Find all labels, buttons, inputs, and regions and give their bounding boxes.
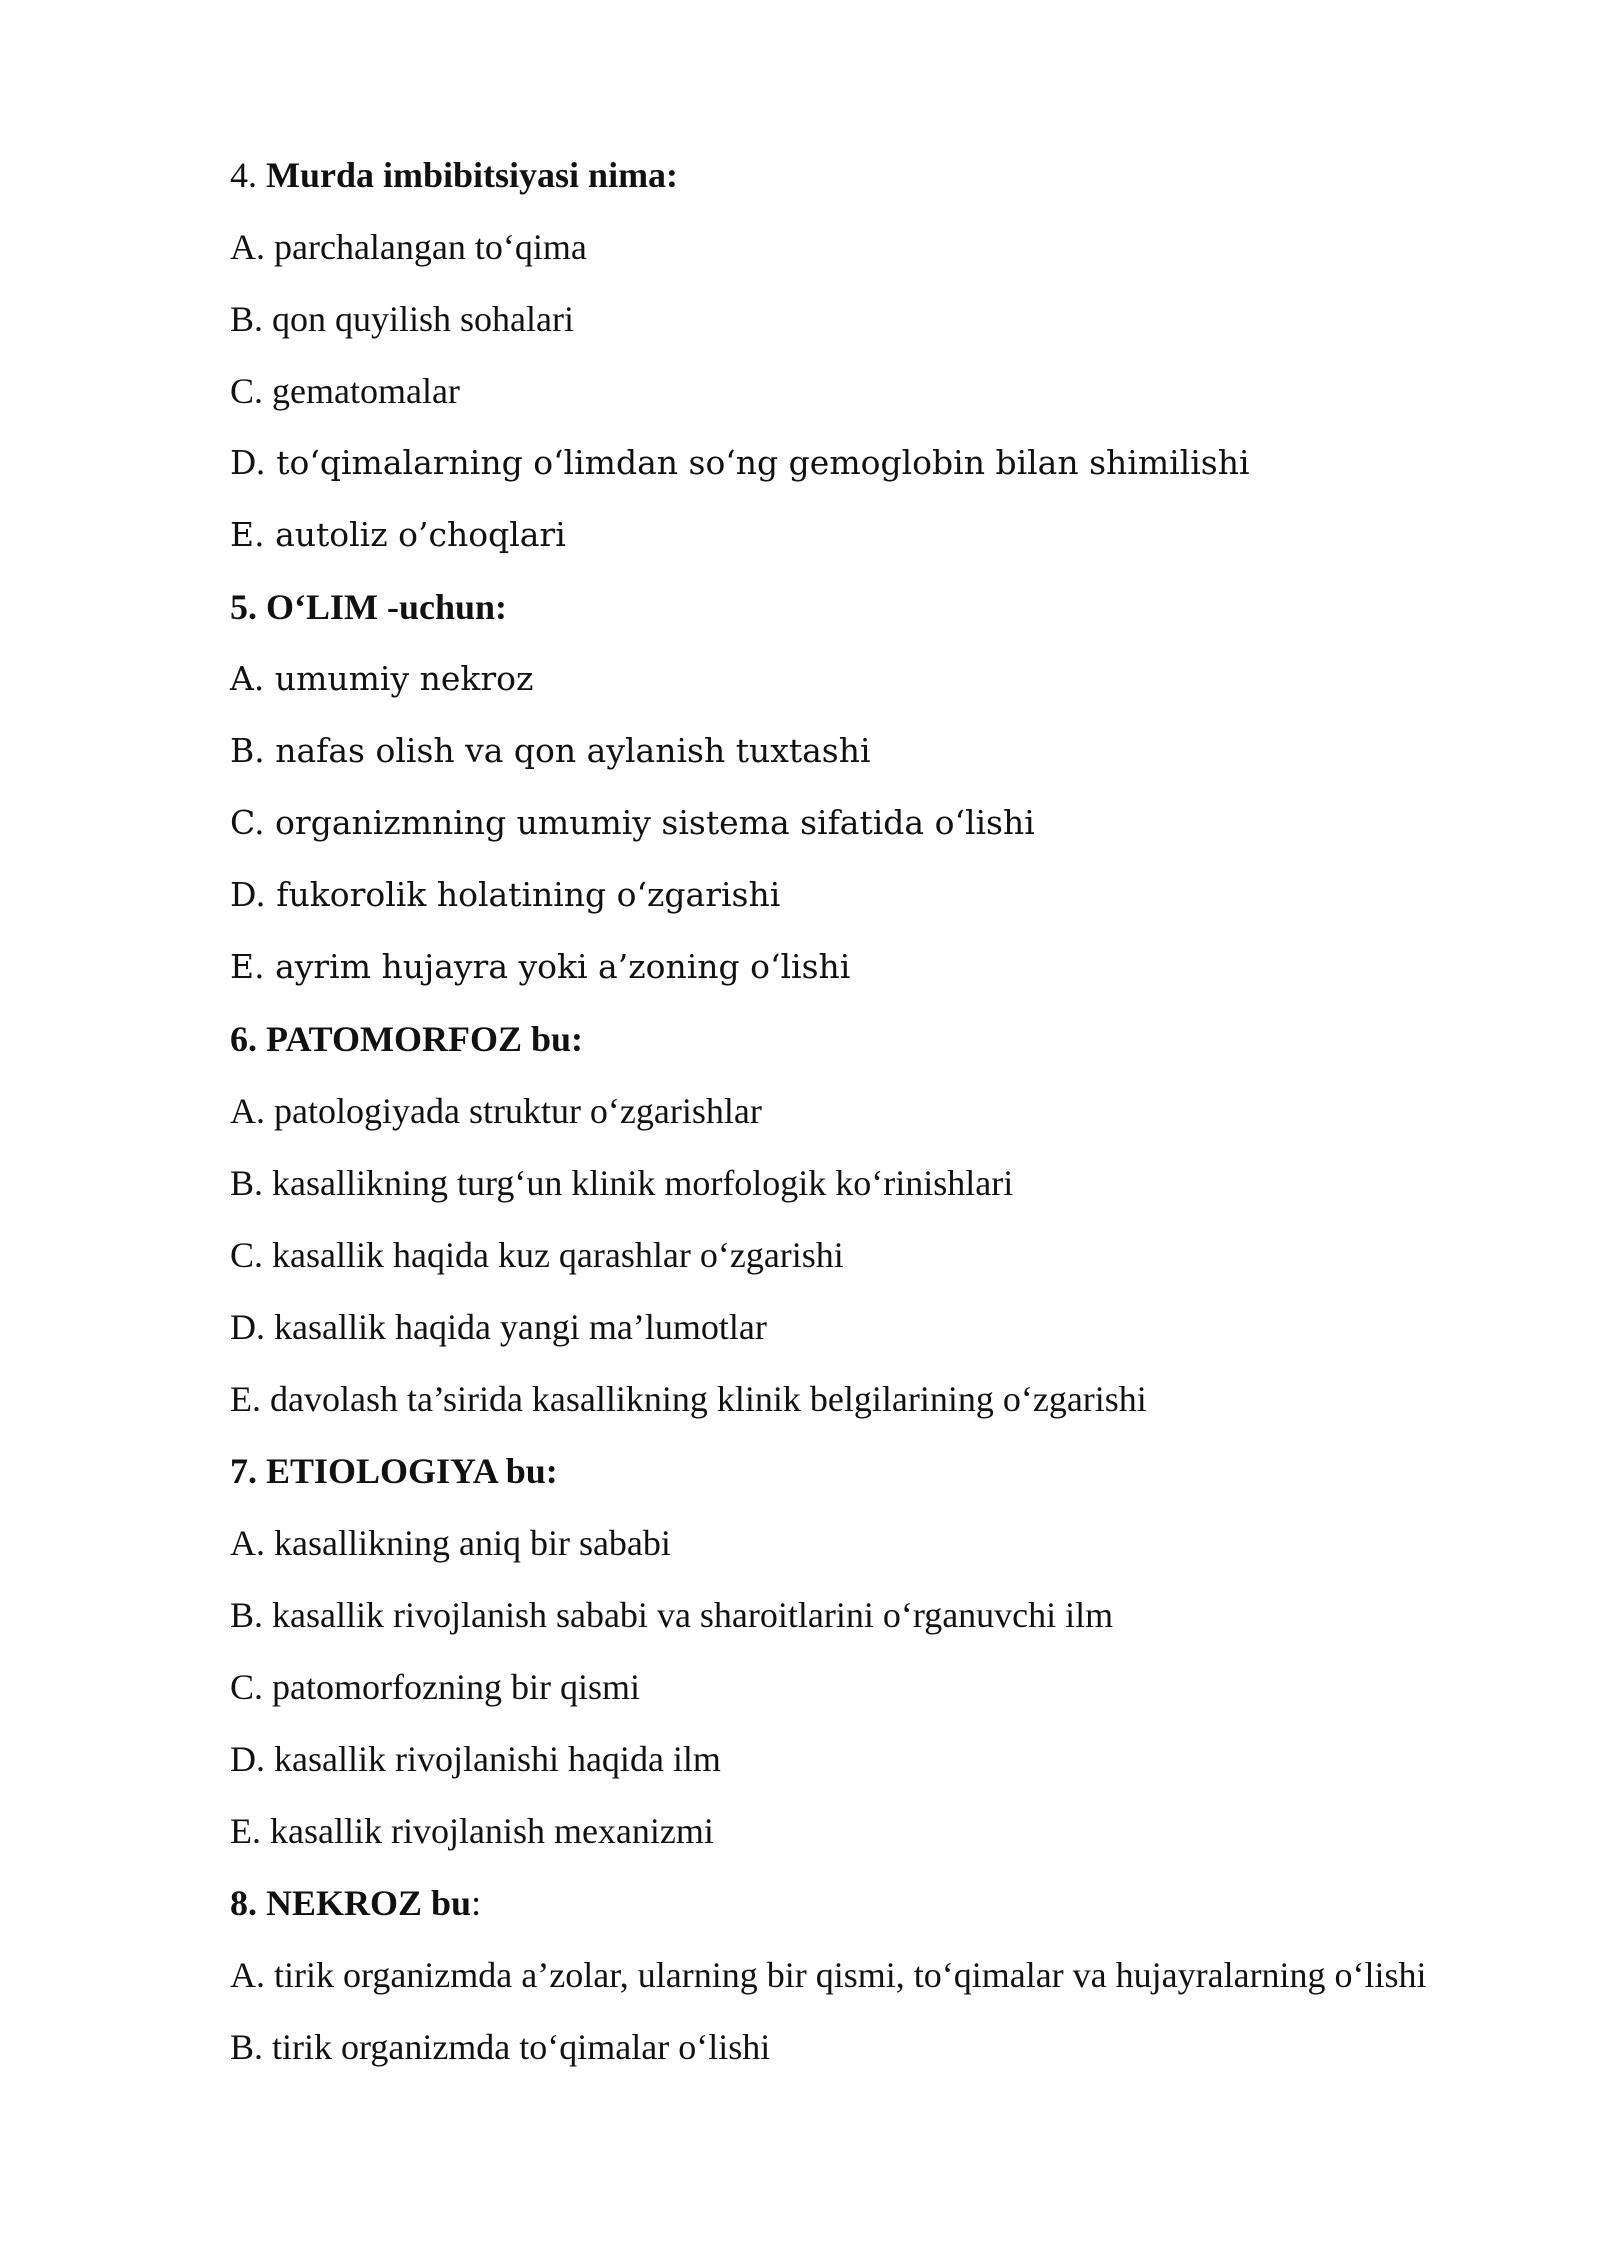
answer-option: D. kasallik rivojlanishi haqida ilm [230, 1739, 721, 1779]
question-title: NEKROZ bu [266, 1883, 472, 1923]
answer-option: C. gematomalar [230, 371, 460, 411]
answer-option: C. organizmning umumiy sistema sifatida o‘lishi [230, 803, 1035, 842]
answer-option: B. kasallik rivojlanish sababi va sharoitlarini o‘rganuvchi ilm [230, 1595, 1114, 1635]
answer-option: E. autoliz o’choqlari [230, 515, 566, 554]
answer-option: E. kasallik rivojlanish mexanizmi [230, 1811, 714, 1851]
question-number: 4. [230, 155, 257, 195]
answer-option: B. nafas olish va qon aylanish tuxtashi [230, 731, 871, 770]
question-heading [230, 1876, 1570, 1948]
question-heading [230, 1012, 1570, 1084]
answer-option: D. kasallik haqida yangi ma’lumotlar [230, 1307, 767, 1347]
question-list [230, 148, 1570, 2092]
question-number: 6. [230, 1019, 257, 1059]
question-number: 8. [230, 1883, 257, 1923]
answer-option: E. davolash ta’sirida kasallikning klinik belgilarining o‘zgarishi [230, 1379, 1147, 1419]
question-heading [230, 580, 1570, 652]
answer-option: A. patologiyada struktur o‘zgarishlar [230, 1091, 762, 1131]
question-title: PATOMORFOZ bu: [266, 1019, 584, 1059]
answer-option: A. parchalangan to‘qima [230, 227, 587, 267]
question-suffix: : [471, 1883, 482, 1923]
answer-option: A. umumiy nekroz [230, 659, 534, 698]
answer-option: C. patomorfozning bir qismi [230, 1667, 640, 1707]
answer-option: B. tirik organizmda to‘qimalar o‘lishi [230, 2027, 771, 2067]
answer-option: A. kasallikning aniq bir sababi [230, 1523, 671, 1563]
answer-option: D. fukorolik holatining o‘zgarishi [230, 875, 781, 914]
question-heading [230, 148, 1570, 220]
answer-option: A. tirik organizmda a’zolar, ularning bir qismi, to‘qimalar va hujayralarning o‘lishi [230, 1955, 1427, 1995]
answer-option: B. qon quyilish sohalari [230, 299, 574, 339]
question-title: Murda imbibitsiyasi nima: [266, 155, 679, 195]
answer-option: C. kasallik haqida kuz qarashlar o‘zgarishi [230, 1235, 844, 1275]
question-heading [230, 1444, 1570, 1516]
question-number: 7. [230, 1451, 257, 1491]
answer-option: E. ayrim hujayra yoki a’zoning o‘lishi [230, 947, 851, 986]
question-number: 5. [230, 587, 257, 627]
question-title: O‘LIM -uchun: [266, 587, 508, 627]
answer-option: D. to‘qimalarning o‘limdan so‘ng gemoglobin bilan shimilishi [230, 443, 1250, 482]
answer-option: B. kasallikning turg‘un klinik morfologik ko‘rinishlari [230, 1163, 1014, 1203]
question-title: ETIOLOGIYA bu: [266, 1451, 558, 1491]
